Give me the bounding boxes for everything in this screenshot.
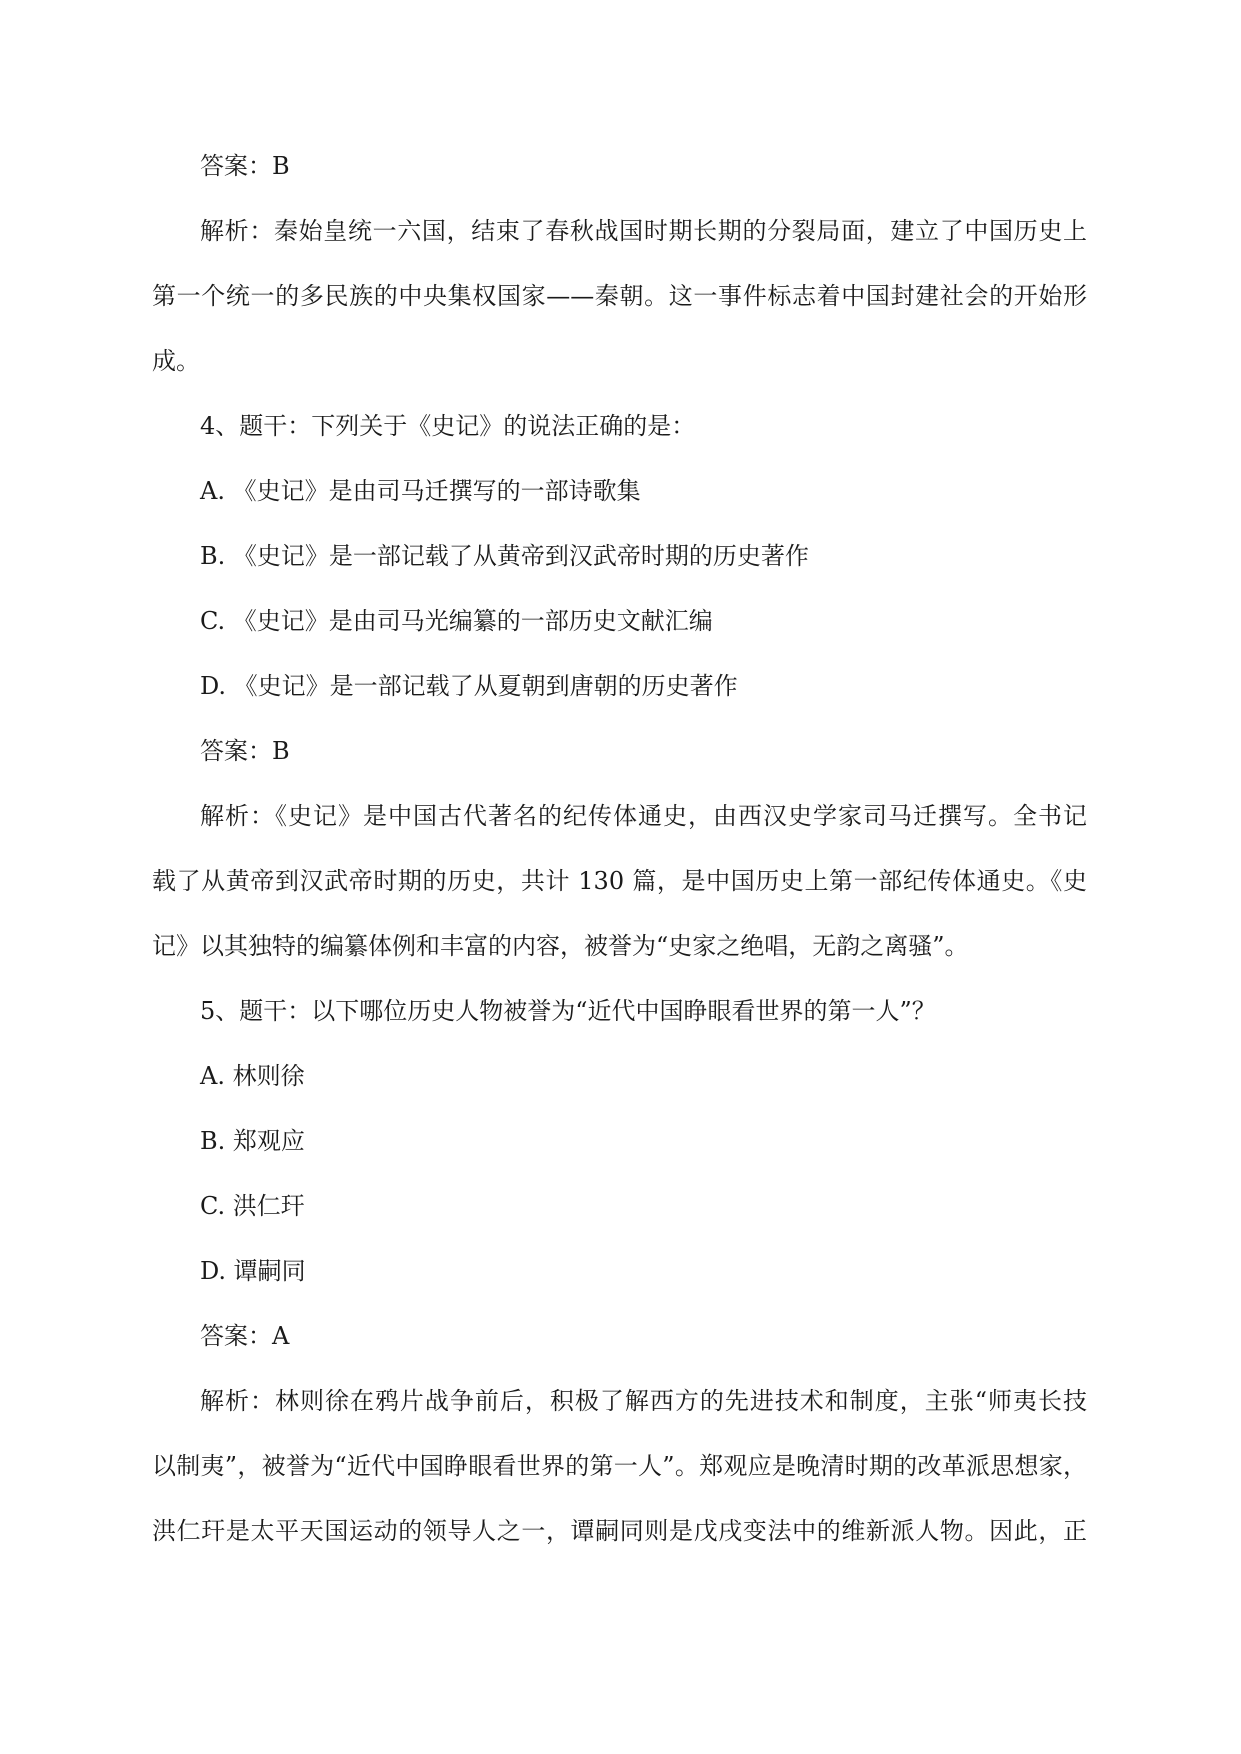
q4-option-b: B. 《史记》是一部记载了从黄帝到汉武帝时期的历史著作 — [200, 542, 809, 570]
q3-explanation-line-1: 解析：秦始皇统一六国，结束了春秋战国时期长期的分裂局面，建立了中国历史上 — [200, 217, 1087, 245]
q4-stem: 4、题干：下列关于《史记》的说法正确的是： — [200, 412, 696, 440]
q5-option-d: D. 谭嗣同 — [200, 1257, 306, 1285]
q4-explanation-line-1: 解析：《史记》是中国古代著名的纪传体通史，由西汉史学家司马迁撰写。全书记 — [200, 802, 1087, 830]
q4-answer: 答案：B — [200, 737, 290, 765]
q5-option-b: B. 郑观应 — [200, 1127, 305, 1155]
q5-explanation-line-3: 洪仁玕是太平天国运动的领导人之一，谭嗣同则是戊戌变法中的维新派人物。因此，正 — [152, 1517, 1087, 1545]
q5-option-c: C. 洪仁玕 — [200, 1192, 305, 1220]
q5-stem: 5、题干：以下哪位历史人物被誉为“近代中国睁眼看世界的第一人”？ — [200, 997, 936, 1025]
q5-answer: 答案：A — [200, 1322, 290, 1350]
q4-option-a: A. 《史记》是由司马迁撰写的一部诗歌集 — [200, 477, 641, 505]
q5-explanation-line-1: 解析：林则徐在鸦片战争前后，积极了解西方的先进技术和制度，主张“师夷长技 — [200, 1387, 1087, 1415]
q5-explanation-line-2: 以制夷”，被誉为“近代中国睁眼看世界的第一人”。郑观应是晚清时期的改革派思想家， — [152, 1452, 1087, 1480]
q3-explanation-line-3: 成。 — [152, 347, 200, 375]
q4-option-d: D. 《史记》是一部记载了从夏朝到唐朝的历史著作 — [200, 672, 738, 700]
q3-explanation-line-2: 第一个统一的多民族的中央集权国家——秦朝。这一事件标志着中国封建社会的开始形 — [152, 282, 1087, 310]
q3-answer: 答案：B — [200, 152, 290, 180]
q4-explanation-line-3: 记》以其独特的编纂体例和丰富的内容，被誉为“史家之绝唱，无韵之离骚”。 — [152, 932, 969, 960]
q4-option-c: C. 《史记》是由司马光编纂的一部历史文献汇编 — [200, 607, 713, 635]
q5-option-a: A. 林则徐 — [200, 1062, 305, 1090]
q4-explanation-line-2: 载了从黄帝到汉武帝时期的历史，共计 130 篇，是中国历史上第一部纪传体通史。《史 — [152, 867, 1087, 895]
